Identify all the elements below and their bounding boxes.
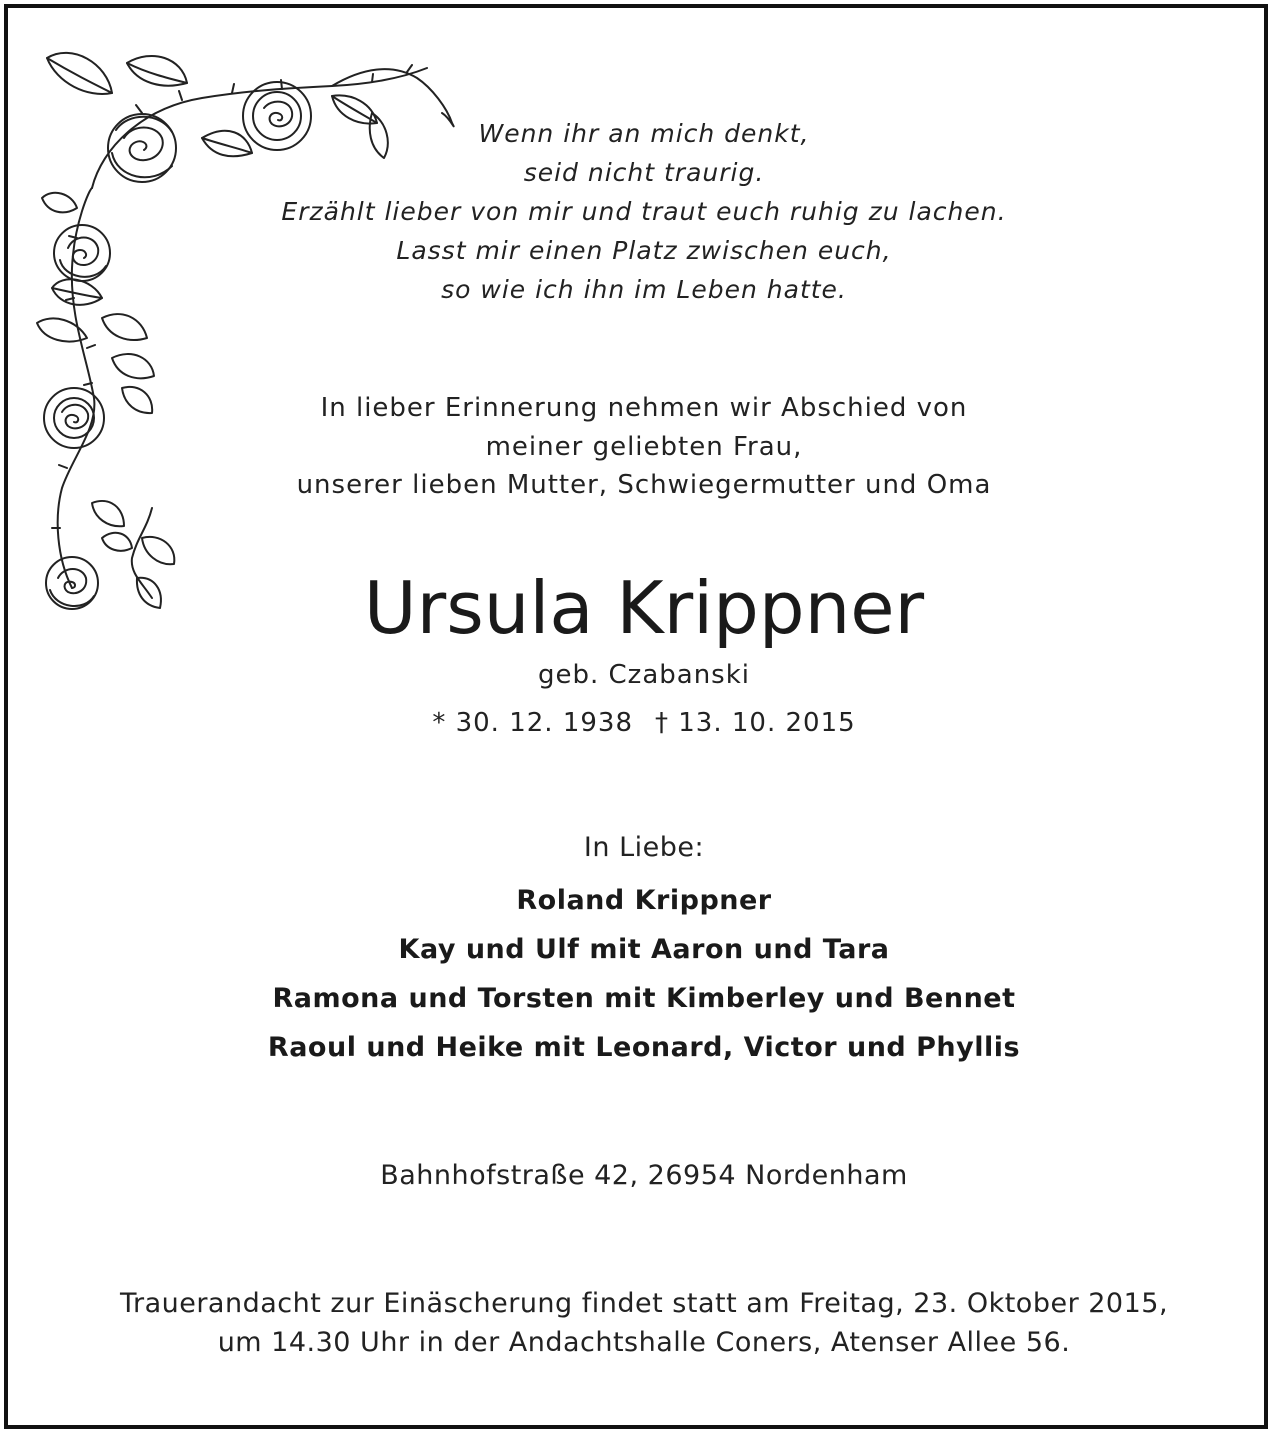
- poem-line: seid nicht traurig.: [523, 158, 765, 187]
- life-dates: [8, 706, 1280, 740]
- death-date: † 13. 10. 2015: [655, 708, 856, 738]
- family-heading: In Liebe:: [583, 832, 705, 863]
- service-line: um 14.30 Uhr in der Andachtshalle Coners, Atenser Allee 56.: [217, 1327, 1071, 1358]
- poem-line: Erzählt lieber von mir und traut euch ruhig zu lachen.: [281, 197, 1007, 226]
- family-member: Raoul und Heike mit Leonard, Victor und Phyllis: [267, 1032, 1021, 1063]
- family-member: Kay und Ulf mit Aaron und Tara: [398, 934, 890, 965]
- maiden-name: geb. Czabanski: [537, 660, 750, 690]
- farewell-intro: [8, 389, 1280, 505]
- intro-line: In lieber Erinnerung nehmen wir Abschied von: [320, 393, 968, 423]
- poem-line: Wenn ihr an mich denkt,: [478, 119, 810, 148]
- family-members: [8, 876, 1280, 1072]
- service-line: Trauerandacht zur Einäscherung findet statt am Freitag, 23. Oktober 2015,: [119, 1288, 1169, 1319]
- intro-line: unserer lieben Mutter, Schwiegermutter und Oma: [296, 470, 992, 500]
- family-member: Roland Krippner: [516, 885, 772, 916]
- birth-date: * 30. 12. 1938: [432, 708, 633, 738]
- family-address: Bahnhofstraße 42, 26954 Nordenham: [380, 1160, 908, 1191]
- intro-line: meiner geliebten Frau,: [485, 431, 803, 462]
- notice-frame: [4, 4, 1268, 1429]
- deceased-name: Ursula Krippner: [363, 566, 925, 650]
- poem-line: so wie ich ihn im Leben hatte.: [441, 275, 847, 304]
- poem-verse: [8, 114, 1280, 309]
- service-info: [8, 1284, 1280, 1362]
- poem-line: Lasst mir einen Platz zwischen euch,: [396, 236, 892, 265]
- family-member: Ramona und Torsten mit Kimberley und Bennet: [272, 983, 1016, 1014]
